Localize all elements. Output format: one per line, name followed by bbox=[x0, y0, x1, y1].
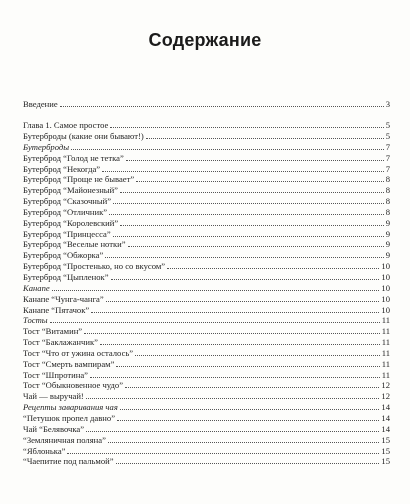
toc-page-number: 11 bbox=[381, 358, 390, 369]
dot-leader bbox=[136, 181, 384, 182]
dot-leader bbox=[60, 106, 384, 107]
toc-page-number: 8 bbox=[385, 185, 390, 196]
dot-leader bbox=[100, 344, 380, 345]
toc-entry bbox=[23, 358, 390, 369]
dot-leader bbox=[52, 290, 380, 291]
toc-page-number: 7 bbox=[385, 163, 390, 174]
toc-entry-label: Бутерброд “Отличник” bbox=[23, 206, 108, 217]
toc-entry-label: Тост “Смерть вампирам” bbox=[23, 358, 115, 369]
toc-entry bbox=[23, 152, 390, 163]
toc-entry-label: Канапе “Чунга-чанга” bbox=[23, 293, 104, 304]
dot-leader bbox=[128, 246, 384, 247]
toc-page-number: 7 bbox=[385, 152, 390, 163]
dot-leader bbox=[50, 322, 380, 323]
toc-entry bbox=[23, 119, 390, 130]
toc-entry bbox=[23, 130, 390, 141]
toc-entry bbox=[23, 228, 390, 239]
toc-entry bbox=[23, 184, 390, 195]
dot-leader bbox=[106, 301, 380, 302]
toc-entry bbox=[23, 141, 390, 152]
toc-page-number: 8 bbox=[385, 174, 390, 185]
toc-entry-label: Введение bbox=[23, 98, 58, 109]
toc-entry bbox=[23, 98, 390, 109]
toc-entry-label: Бутерброд “Проще не бывает” bbox=[23, 174, 135, 185]
toc-page-number: 10 bbox=[381, 272, 390, 282]
toc-entry bbox=[23, 456, 390, 467]
toc-entry-label: “Чаепитие под пальмой” bbox=[23, 456, 114, 467]
toc-entry bbox=[23, 412, 390, 423]
toc-entry bbox=[23, 347, 390, 358]
toc-entry-label: Бутерброд “Цыпленок” bbox=[23, 272, 109, 282]
toc-entry-label: Бутерброд “Сказочный” bbox=[23, 196, 112, 207]
dot-leader bbox=[120, 192, 384, 193]
toc-page-number: 11 bbox=[381, 369, 390, 380]
dot-leader bbox=[108, 442, 380, 443]
dot-leader bbox=[120, 225, 384, 226]
toc-entry bbox=[23, 206, 390, 217]
dot-leader bbox=[67, 453, 379, 454]
toc-entry-label: Бутерброд “Веселые нотки” bbox=[23, 239, 126, 250]
toc-section-label: Рецепты заваривания чая bbox=[23, 402, 118, 413]
toc-page-number: 15 bbox=[381, 456, 390, 467]
toc-entry-label: Тост “Витамин” bbox=[23, 326, 83, 337]
toc-entry-label: Бутерброд “Голод не тетка” bbox=[23, 152, 124, 163]
dot-leader bbox=[111, 279, 380, 280]
toc-page-number: 11 bbox=[381, 326, 390, 337]
toc-page-number: 8 bbox=[385, 206, 390, 217]
table-of-contents bbox=[23, 98, 390, 466]
toc-page-number: 11 bbox=[381, 337, 390, 348]
toc-entry bbox=[23, 249, 390, 260]
toc-entry bbox=[23, 325, 390, 336]
dot-leader bbox=[116, 463, 380, 464]
dot-leader bbox=[113, 236, 384, 237]
toc-entry bbox=[23, 282, 390, 293]
toc-entry bbox=[23, 434, 390, 445]
dot-leader bbox=[102, 171, 384, 172]
dot-leader bbox=[84, 333, 380, 334]
toc-page-number: 15 bbox=[381, 445, 390, 456]
toc-entry-label: Бутерброд “Некогда” bbox=[23, 163, 101, 174]
dot-leader bbox=[90, 377, 380, 378]
toc-page-number: 5 bbox=[385, 120, 390, 131]
toc-entry bbox=[23, 271, 390, 282]
toc-page-number: 10 bbox=[381, 261, 390, 272]
toc-page-number: 11 bbox=[381, 347, 390, 358]
dot-leader bbox=[109, 214, 384, 215]
toc-entry-label: “Земляничная поляна” bbox=[23, 434, 106, 445]
toc-entry-label: Тост “Обыкновенное чудо” bbox=[23, 380, 124, 391]
toc-section-label: Тосты bbox=[23, 315, 48, 326]
toc-page-number: 12 bbox=[381, 380, 390, 391]
toc-entry bbox=[23, 369, 390, 380]
dot-leader bbox=[105, 257, 383, 258]
toc-entry-label: Бутерброд “Простенько, но со вкусом” bbox=[23, 261, 166, 272]
dot-leader bbox=[117, 420, 379, 421]
toc-entry bbox=[23, 174, 390, 185]
dot-leader bbox=[91, 312, 379, 313]
page-title: Содержание bbox=[148, 30, 262, 50]
dot-leader bbox=[126, 160, 384, 161]
toc-entry-label: Тост “Баклажанчик” bbox=[23, 337, 98, 348]
toc-entry bbox=[23, 304, 390, 315]
toc-entry-label: Бутерброд “Обжорка” bbox=[23, 250, 104, 261]
toc-entry bbox=[23, 423, 390, 434]
dot-leader bbox=[167, 268, 379, 269]
dot-leader bbox=[113, 203, 384, 204]
toc-entry-label: Канапе “Пятачок” bbox=[23, 304, 90, 315]
toc-entry bbox=[23, 195, 390, 206]
dot-leader bbox=[110, 127, 383, 128]
toc-section-label: Канапе bbox=[23, 282, 50, 293]
toc-page-number: 10 bbox=[381, 293, 390, 304]
toc-page-number: 7 bbox=[385, 141, 390, 152]
dot-leader bbox=[116, 366, 379, 367]
toc-page-number: 10 bbox=[381, 282, 390, 293]
dot-leader bbox=[71, 149, 384, 150]
toc-entry bbox=[23, 315, 390, 326]
toc-page-number: 9 bbox=[385, 250, 390, 261]
toc-entry bbox=[23, 239, 390, 250]
toc-entry-label: Бутерброд “Майонезный” bbox=[23, 185, 118, 196]
toc-page-number: 9 bbox=[385, 239, 390, 250]
toc-page-number: 14 bbox=[381, 402, 390, 413]
toc-entry-label: Бутерброд “Принцесса” bbox=[23, 228, 111, 239]
toc-entry bbox=[23, 380, 390, 391]
toc-entry-label: Бутерброд “Королевский” bbox=[23, 217, 119, 228]
dot-leader bbox=[135, 355, 380, 356]
dot-leader bbox=[146, 138, 384, 139]
toc-entry-label: Тост “Что от ужина осталось” bbox=[23, 347, 134, 358]
toc-page-number: 9 bbox=[385, 228, 390, 239]
toc-page-number: 8 bbox=[385, 196, 390, 207]
dot-leader bbox=[86, 431, 379, 432]
toc-entry bbox=[23, 163, 390, 174]
toc-page-number: 11 bbox=[381, 315, 390, 326]
toc-entry-label: “Петушок пропел давно” bbox=[23, 412, 116, 423]
toc-entry bbox=[23, 390, 390, 401]
toc-page-number: 9 bbox=[385, 217, 390, 228]
toc-page-number: 10 bbox=[381, 304, 390, 315]
toc-entry-label: Тост “Шпротина” bbox=[23, 369, 88, 380]
toc-entry bbox=[23, 336, 390, 347]
toc-page-number: 12 bbox=[381, 391, 390, 402]
toc-entry bbox=[23, 260, 390, 271]
toc-entry-label: Чай — выручай! bbox=[23, 391, 84, 402]
dot-leader bbox=[86, 398, 380, 399]
toc-page-number: 5 bbox=[385, 131, 390, 142]
toc-entry bbox=[23, 217, 390, 228]
toc-page-number: 14 bbox=[381, 423, 390, 434]
dot-leader bbox=[120, 409, 380, 410]
toc-page-number: 14 bbox=[381, 412, 390, 423]
toc-entry-label: “Яблонька” bbox=[23, 445, 66, 456]
toc-entry-label: Чай “Белявочка” bbox=[23, 423, 85, 434]
toc-entry-label: Бутерброды (какие они бывают!) bbox=[23, 131, 144, 142]
dot-leader bbox=[125, 387, 379, 388]
toc-page-number: 15 bbox=[381, 434, 390, 445]
toc-page-number: 3 bbox=[385, 98, 390, 109]
toc-entry bbox=[23, 445, 390, 456]
toc-entry bbox=[23, 401, 390, 412]
toc-section-label: Бутерброды bbox=[23, 141, 70, 152]
toc-entry bbox=[23, 293, 390, 304]
toc-entry-label: Глава 1. Самое простое bbox=[23, 120, 109, 131]
